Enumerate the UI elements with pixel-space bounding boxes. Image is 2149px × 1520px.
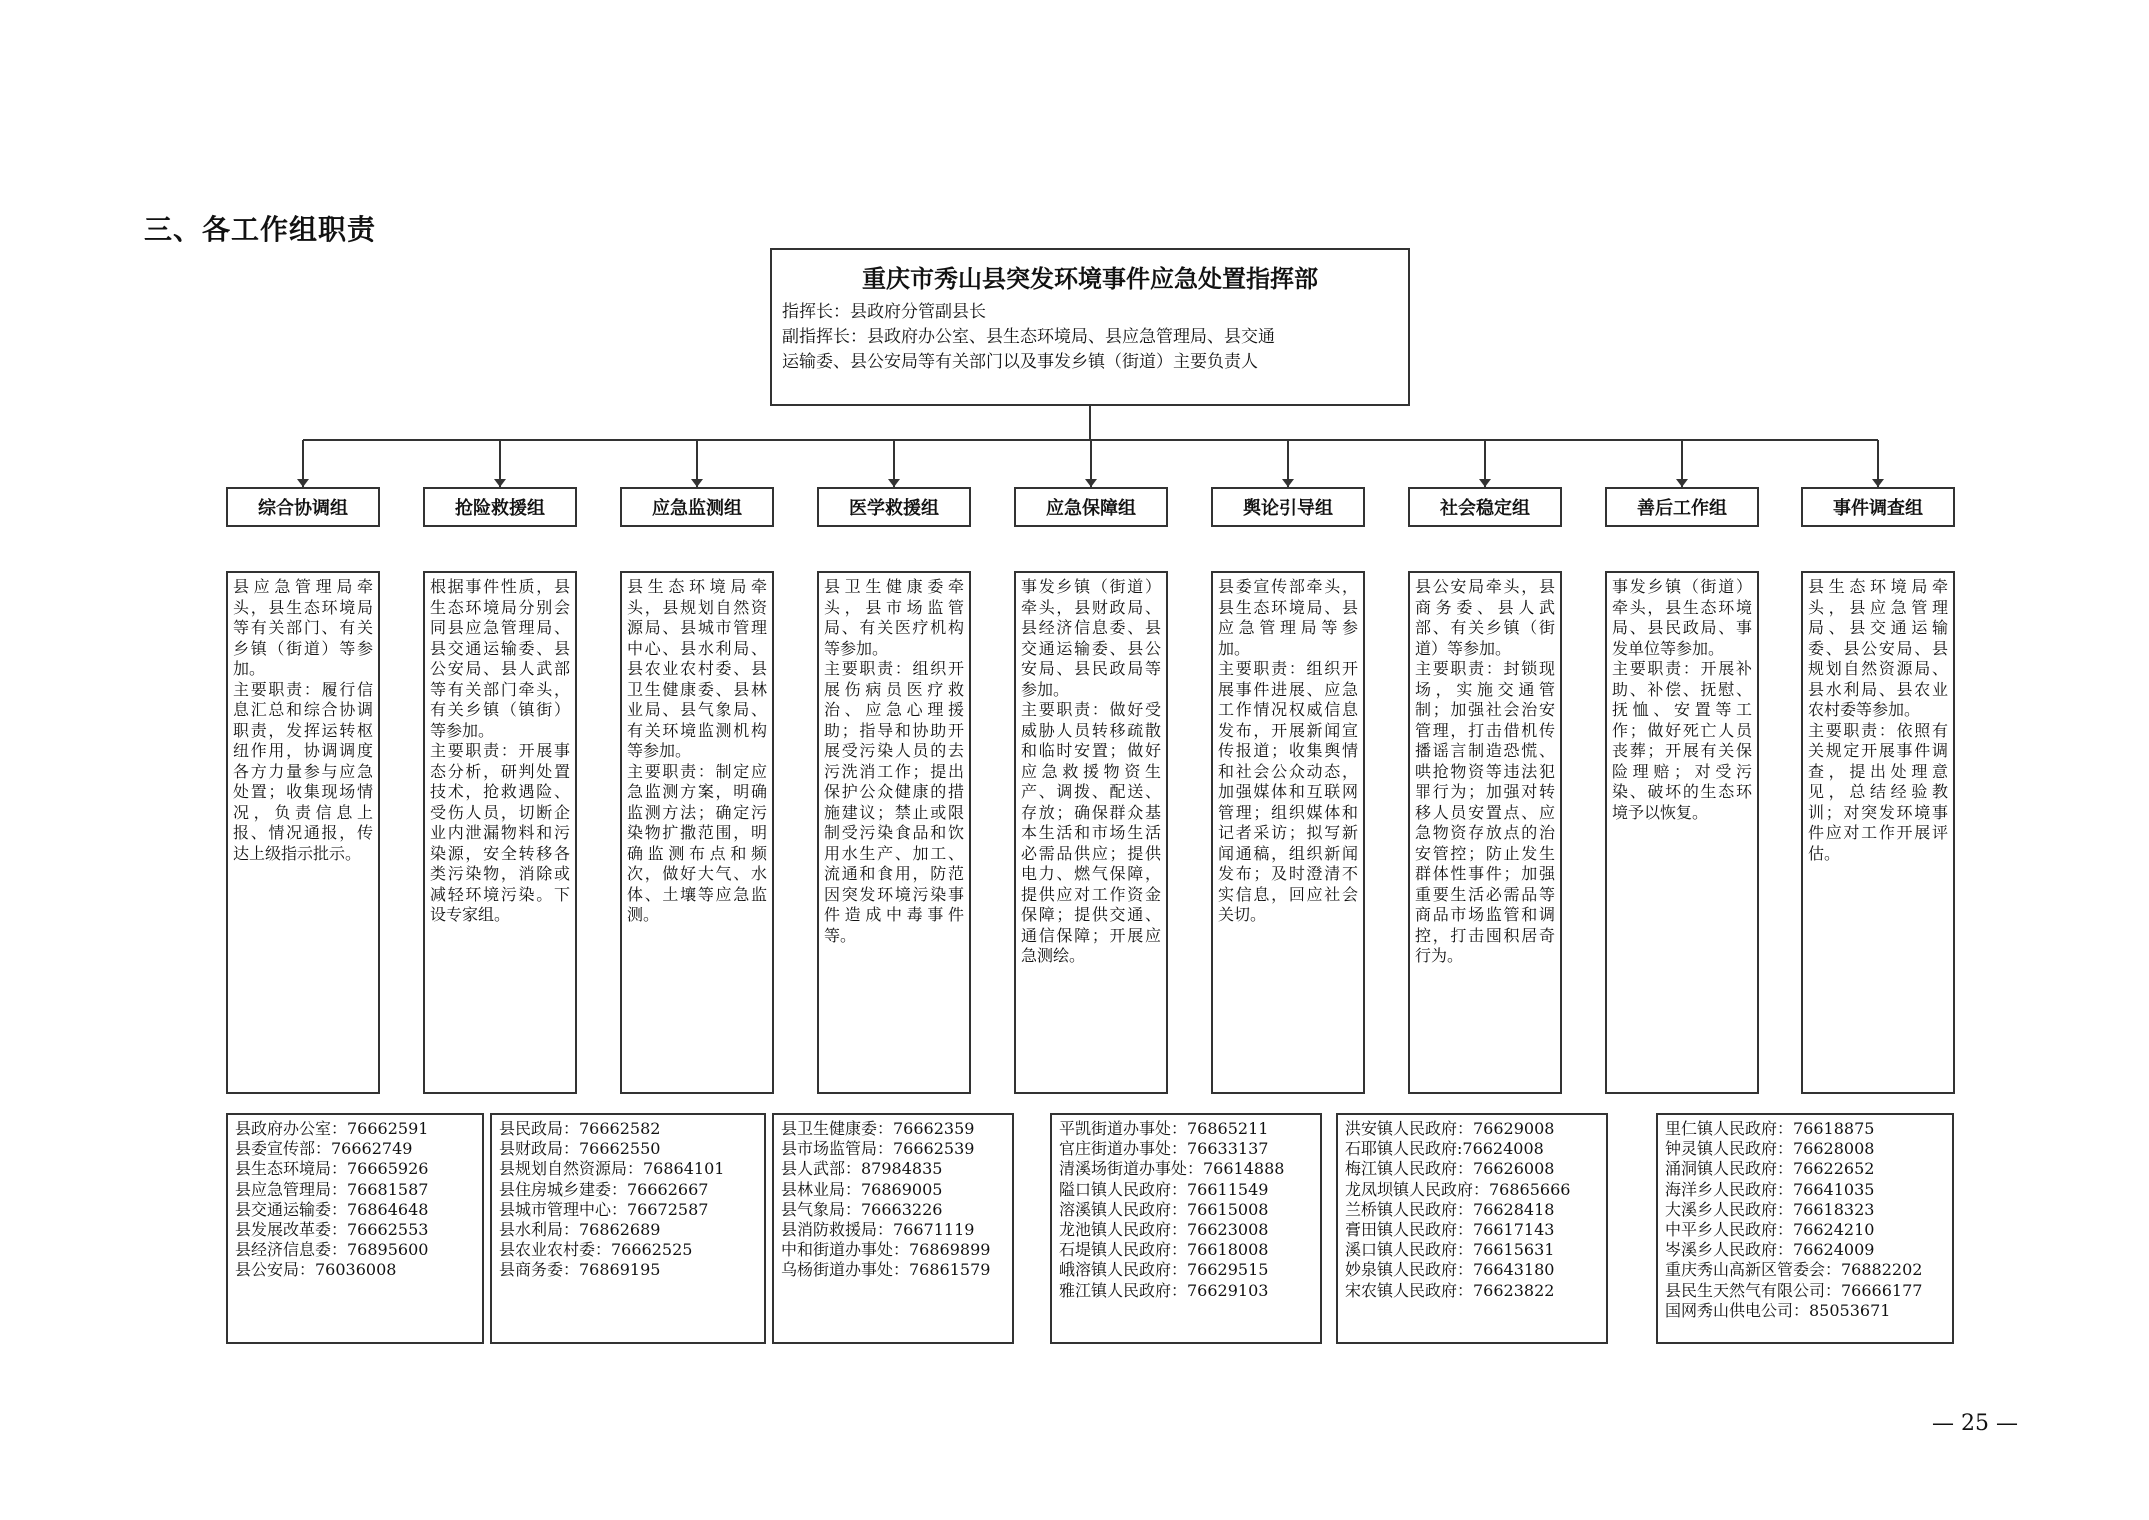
contact-entry: 涌洞镇人民政府：76622652: [1665, 1159, 1875, 1179]
contact-box: [1656, 1113, 1954, 1344]
contact-entry: 县委宣传部：76662749: [235, 1139, 413, 1159]
contact-entry: 乌杨街道办事处：76861579: [781, 1260, 991, 1280]
contact-entry: 县林业局：76869005: [781, 1179, 943, 1199]
contact-entry: 岑溪乡人民政府：76624009: [1665, 1240, 1875, 1260]
contact-box: [490, 1113, 766, 1344]
contact-entry: 大溪乡人民政府：76618323: [1665, 1199, 1875, 1219]
group-duty-medical-rescue: 县卫生健康委牵头，县市场监管局、有关医疗机构等参加。 主要职责：组织开展伤病员医疗救治、应急心理援助；指导和协助开展受污染人员的去污洗消工作；提出保护公众健康的措施建议；禁止或限制受污染食品和饮用水生产、加工、流通和食用，防范因突发环境污染事件造成中毒事件等。: [817, 571, 971, 1094]
group-title-medical-rescue: 医学救援组: [817, 487, 971, 527]
contact-entry: 官庄街道办事处：76633137: [1059, 1139, 1269, 1159]
contact-entry: 中平乡人民政府：76624210: [1665, 1220, 1875, 1240]
contact-entry: 龙池镇人民政府：76623008: [1059, 1220, 1269, 1240]
commander-line: 指挥长：县政府分管副县长: [782, 302, 986, 322]
deputy-commander-line-2: 运输委、县公安局等有关部门以及事发乡镇（街道）主要负责人: [782, 352, 1258, 372]
contact-entry: 平凯街道办事处：76865211: [1059, 1119, 1269, 1138]
group-title-comprehensive-coordination: 综合协调组: [226, 487, 380, 527]
contact-entry: 县经济信息委：76895600: [235, 1240, 429, 1260]
contact-entry: 县市场监管局：76662539: [781, 1139, 975, 1159]
group-title-public-opinion: 舆论引导组: [1211, 487, 1365, 527]
contact-entry: 石耶镇人民政府:76624008: [1345, 1139, 1544, 1159]
contact-entry: 中和街道办事处：76869899: [781, 1240, 991, 1260]
contact-entry: 县住房城乡建委：76662667: [499, 1179, 709, 1199]
contact-entry: 峨溶镇人民政府：76629515: [1059, 1260, 1269, 1280]
contact-entry: 隘口镇人民政府：76611549: [1059, 1179, 1269, 1199]
contact-entry: 龙凤坝镇人民政府：76865666: [1345, 1179, 1571, 1199]
contact-entry: 县财政局：76662550: [499, 1139, 661, 1159]
contact-box: [772, 1113, 1014, 1344]
contact-entry: 洪安镇人民政府：76629008: [1345, 1119, 1555, 1138]
section-title: 三、各工作组职责: [144, 213, 377, 246]
headquarters-title: 重庆市秀山县突发环境事件应急处置指挥部: [862, 265, 1318, 293]
group-duty-comprehensive-coordination: 县应急管理局牵头，县生态环境局等有关部门、有关乡镇（街道）等参加。 主要职责：履行信息汇总和综合协调职责，发挥运转枢纽作用，协调调度各方力量参与应急处置；收集现场情况，负责信息上报、情况通报，传达上级指示批示。: [226, 571, 380, 1094]
contact-entry: 石堤镇人民政府：76618008: [1059, 1240, 1269, 1260]
contact-entry: 县交通运输委：76864648: [235, 1199, 429, 1219]
contact-entry: 县政府办公室：76662591: [235, 1119, 429, 1138]
contact-entry: 县民生天然气有限公司：76666177: [1665, 1280, 1923, 1300]
group-duty-social-stability: 县公安局牵头，县商务委、县人武部、有关乡镇（街道）等参加。 主要职责：封锁现场，实施交通管制；加强社会治安管理，打击借机传播谣言制造恐慌、哄抢物资等违法犯罪行为；加强对转移人员安置点、应急物资存放点的治安管控；防止发生群体性事件；加强重要生活必需品等商品市场监管和调控，打击囤积居奇行为。: [1408, 571, 1562, 1094]
group-title-rescue: 抢险救援组: [423, 487, 577, 527]
contact-box: [1336, 1113, 1608, 1344]
group-duty-emergency-support: 事发乡镇（街道）牵头，县财政局、县经济信息委、县交通运输委、县公安局、县民政局等参加。 主要职责：做好受威胁人员转移疏散和临时安置；做好应急救援物资生产、调拨、配送、存放；确保群众基本生活和市场生活必需品供应；提供电力、燃气保障，提供应对工作资金保障；提供交通、通信保障；开展应急测绘。: [1014, 571, 1168, 1094]
contact-entry: 兰桥镇人民政府：76628418: [1345, 1199, 1555, 1219]
page-number: — 25 —: [1932, 1411, 2018, 1436]
contact-entry: 县规划自然资源局：76864101: [499, 1159, 725, 1179]
contact-entry: 妙泉镇人民政府：76643180: [1345, 1260, 1555, 1280]
group-title-emergency-support: 应急保障组: [1014, 487, 1168, 527]
group-title-social-stability: 社会稳定组: [1408, 487, 1562, 527]
contact-entry: 重庆秀山高新区管委会：76882202: [1665, 1260, 1923, 1280]
contact-entry: 县公安局：76036008: [235, 1260, 397, 1280]
contact-entry: 钟灵镇人民政府：76628008: [1665, 1139, 1875, 1159]
group-title-emergency-monitoring: 应急监测组: [620, 487, 774, 527]
deputy-commander-line-1: 副指挥长：县政府办公室、县生态环境局、县应急管理局、县交通: [782, 327, 1275, 347]
contact-entry: 县城市管理中心：76672587: [499, 1199, 709, 1219]
contact-entry: 县发展改革委：76662553: [235, 1220, 429, 1240]
contact-entry: 县人武部：87984835: [781, 1159, 943, 1179]
group-duty-emergency-monitoring: 县生态环境局牵头，县规划自然资源局、县城市管理中心、县水利局、县农业农村委、县卫生健康委、县林业局、县气象局、有关环境监测机构等参加。 主要职责：制定应急监测方案，明确监测方法；确定污染物扩撒范围，明确监测布点和频次，做好大气、水体、土壤等应急监测。: [620, 571, 774, 1094]
contact-entry: 县商务委：76869195: [499, 1260, 661, 1280]
contact-entry: 海洋乡人民政府：76641035: [1665, 1179, 1875, 1199]
contact-entry: 县消防救援局：76671119: [781, 1220, 975, 1240]
contact-entry: 膏田镇人民政府：76617143: [1345, 1220, 1555, 1240]
contact-entry: 县卫生健康委：76662359: [781, 1119, 975, 1138]
group-duty-public-opinion: 县委宣传部牵头，县生态环境局、县应急管理局等参加。 主要职责：组织开展事件进展、应急工作情况权威信息发布，开展新闻宣传报道；收集舆情和社会公众动态，加强媒体和互联网管理；组织媒体和记者采访；拟写新闻通稿，组织新闻发布；及时澄清不实信息，回应社会关切。: [1211, 571, 1365, 1094]
contact-entry: 梅江镇人民政府：76626008: [1345, 1159, 1555, 1179]
contact-entry: 县应急管理局：76681587: [235, 1179, 429, 1199]
contact-entry: 县农业农村委：76662525: [499, 1240, 693, 1260]
contact-box: [226, 1113, 484, 1344]
group-duty-incident-investigation: 县生态环境局牵头，县应急管理局、县交通运输委、县公安局、县规划自然资源局、县水利局、县农业农村委等参加。 主要职责：依照有关规定开展事件调查，提出处理意见，总结经验教训；对突发环境事件应对工作开展评估。: [1801, 571, 1955, 1094]
contact-entry: 县民政局：76662582: [499, 1119, 661, 1138]
group-duty-aftermath: 事发乡镇（街道）牵头，县生态环境局、县民政局、事发单位等参加。 主要职责：开展补助、补偿、抚慰、抚恤、安置等工作；做好死亡人员丧葬；开展有关保险理赔；对受污染、破坏的生态环境予以恢复。: [1605, 571, 1759, 1094]
group-duty-rescue: 根据事件性质，县生态环境局分别会同县应急管理局、县交通运输委、县公安局、县人武部等有关部门牵头，有关乡镇（镇街）等参加。 主要职责：开展事态分析，研判处置技术，抢救遇险、受伤人员，切断企业内泄漏物料和污染源，安全转移各类污染物，消除或减轻环境污染。下设专家组。: [423, 571, 577, 1094]
group-title-aftermath: 善后工作组: [1605, 487, 1759, 527]
contact-entry: 宋农镇人民政府：76623822: [1345, 1280, 1555, 1300]
contact-entry: 县生态环境局：76665926: [235, 1159, 429, 1179]
contact-entry: 县气象局：76663226: [781, 1199, 943, 1219]
contact-entry: 国网秀山供电公司：85053671: [1665, 1300, 1891, 1320]
contact-entry: 溶溪镇人民政府：76615008: [1059, 1199, 1269, 1219]
contact-entry: 清溪场街道办事处：76614888: [1059, 1159, 1285, 1179]
contact-entry: 雅江镇人民政府：76629103: [1059, 1280, 1269, 1300]
contact-entry: 里仁镇人民政府：76618875: [1665, 1119, 1875, 1138]
contact-entry: 县水利局：76862689: [499, 1220, 661, 1240]
contact-box: [1050, 1113, 1322, 1344]
group-title-incident-investigation: 事件调查组: [1801, 487, 1955, 527]
contact-entry: 溪口镇人民政府：76615631: [1345, 1240, 1555, 1260]
